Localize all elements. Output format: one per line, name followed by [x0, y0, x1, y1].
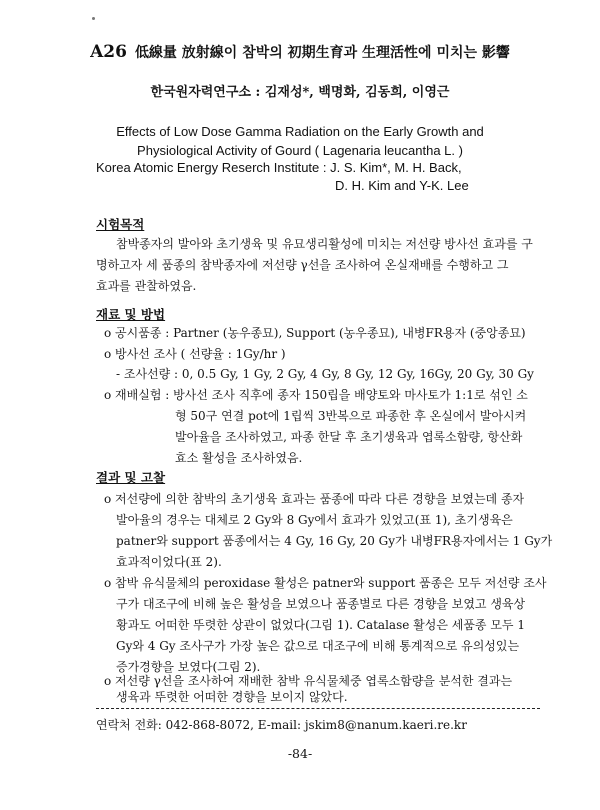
abstract-code: A26	[90, 42, 127, 62]
list-item: o 참박 유식물체의 peroxidase 활성은 patner와 support 품종은 모두 저선량 조사	[104, 576, 547, 590]
paragraph-line: 생육과 뚜렷한 어떠한 경향을 보이지 않았다.	[116, 690, 348, 704]
korean-title: 低線量 放射線이 참박의 初期生育과 生理活性에 미치는 影響	[134, 45, 510, 61]
list-item: o 저선량 γ선을 조사하여 재배한 참박 유식물체중 엽록소함량을 분석한 결과는	[104, 674, 513, 688]
paragraph-line: 발아율의 경우는 대체로 2 Gy와 8 Gy에서 효과가 있었고(표 1), 초기생육은	[116, 513, 513, 527]
paragraph-line: 황과도 어떠한 뚜렷한 상관이 없었다(그림 1). Catalase 활성은 세품종 모두 1	[116, 618, 525, 632]
korean-authors: 한국원자력연구소 : 김재성*, 백명화, 김동희, 이영근	[150, 85, 450, 100]
english-title-line-2: Physiological Activity of Gourd ( Lagenaria leucantha L. )	[137, 143, 463, 158]
paragraph-line: Gy와 4 Gy 조사구가 가장 높은 값으로 대조구에 비해 통계적으로 유의성있는	[116, 639, 520, 653]
paragraph-line: 구가 대조구에 비해 높은 활성을 보였으나 품종별로 다른 경향을 보였고 생육상	[116, 597, 526, 611]
list-item: o 재배실험 : 방사선 조사 직후에 종자 150립을 배양토와 마사토가 1:1로 섞인 소	[104, 388, 528, 402]
divider	[96, 708, 540, 709]
list-item: - 조사선량 : 0, 0.5 Gy, 1 Gy, 2 Gy, 4 Gy, 8 Gy, 12 Gy, 16Gy, 20 Gy, 30 Gy	[116, 367, 534, 381]
section-heading-methods: 재료 및 방법	[96, 307, 166, 322]
section-heading-purpose: 시험목적	[96, 217, 145, 232]
paragraph-line: 효과를 관찰하였음.	[96, 279, 197, 293]
english-title-line-1: Effects of Low Dose Gamma Radiation on the Early Growth and	[116, 124, 484, 139]
list-item: o 저선량에 의한 참박의 초기생육 효과는 품종에 따라 다른 경향을 보였는데 종자	[104, 492, 525, 506]
english-institute: Korea Atomic Energy Reserch Institute : J. S. Kim*, M. H. Back,	[96, 160, 462, 175]
paragraph-line: 증가경향을 보였다(그림 2).	[116, 660, 261, 674]
page-number: -84-	[287, 746, 313, 761]
list-item: o 공시품종 : Partner (농우종묘), Support (농우종묘), 내병FR용자 (중앙종묘)	[104, 326, 526, 340]
section-heading-results: 결과 및 고찰	[96, 470, 166, 485]
contact-info: 연락처 전화: 042-868-8072, E-mail: jskim8@nanum.kaeri.re.kr	[96, 718, 467, 732]
paragraph-line: patner와 support 품종에서는 4 Gy, 16 Gy, 20 Gy가 내병FR용자에서는 1 Gy가	[116, 534, 553, 548]
paper-header	[0, 42, 600, 62]
scan-speck	[92, 17, 95, 20]
paragraph-line: 발아율을 조사하였고, 파종 한달 후 초기생육과 엽록소함량, 항산화	[175, 430, 523, 444]
english-authors-line-2: D. H. Kim and Y-K. Lee	[335, 178, 469, 193]
list-item: o 방사선 조사 ( 선량율 : 1Gy/hr )	[104, 347, 286, 361]
paragraph-line: 효소 활성을 조사하였음.	[175, 451, 303, 465]
paragraph-line: 형 50구 연결 pot에 1립씩 3반복으로 파종한 후 온실에서 발아시켜	[175, 409, 527, 423]
paragraph-line: 참박종자의 발아와 초기생육 및 유묘생리활성에 미치는 저선량 방사선 효과를 구	[116, 237, 533, 251]
paragraph-line: 명하고자 세 품종의 참박종자에 저선량 γ선을 조사하여 온실재배를 수행하고 그	[96, 258, 509, 272]
paragraph-line: 효과적이었다(표 2).	[116, 555, 222, 569]
